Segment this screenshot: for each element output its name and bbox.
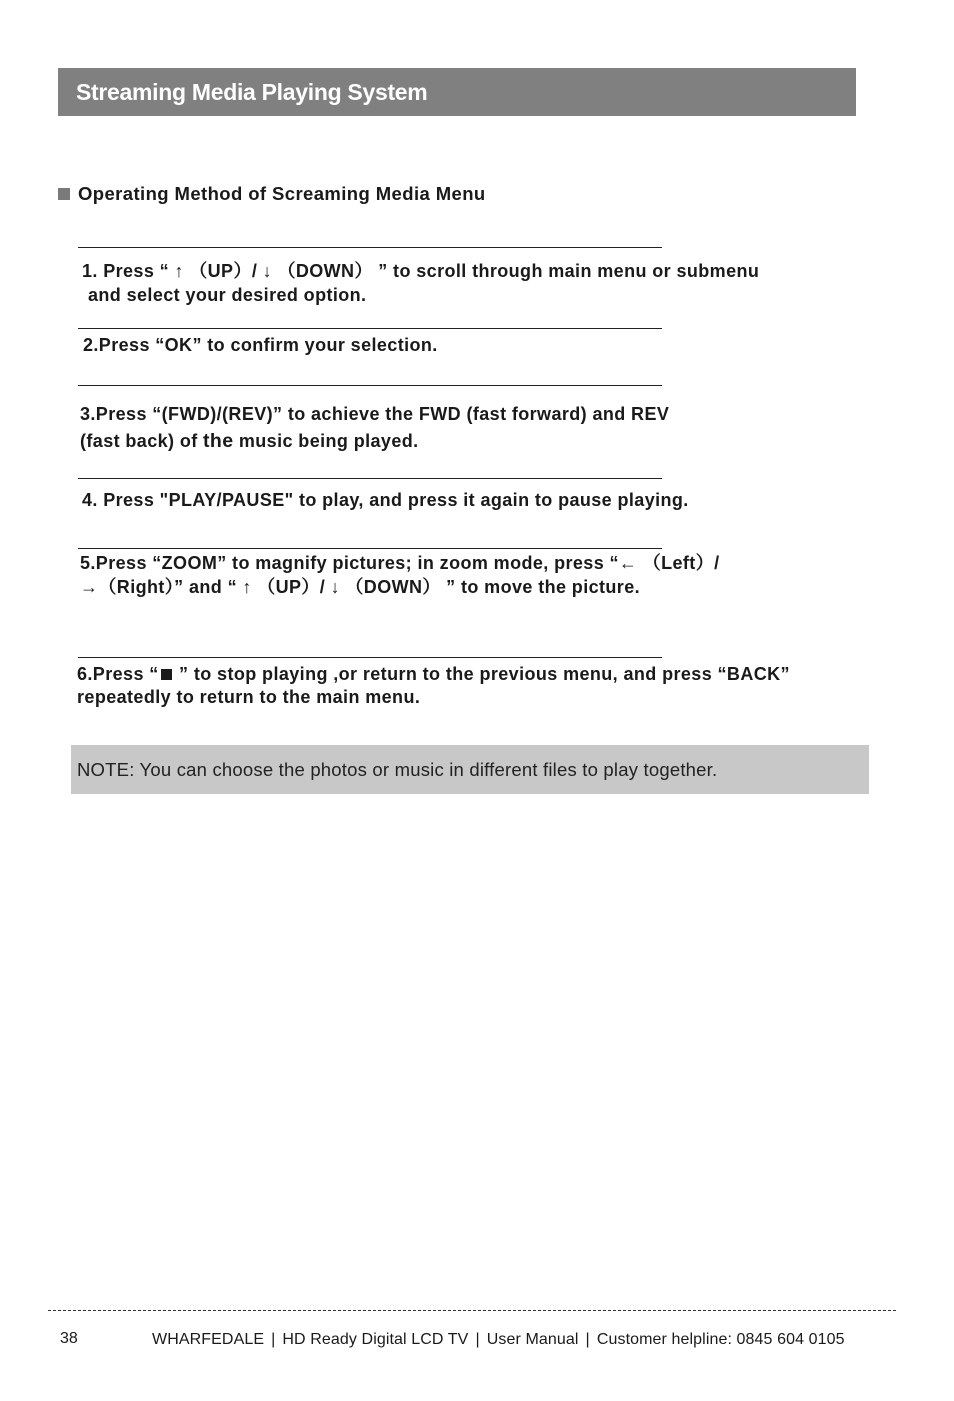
- divider: [78, 548, 662, 549]
- step-3-line-2-the: the: [203, 430, 234, 452]
- footer-info: [152, 1331, 845, 1349]
- divider: [78, 328, 662, 329]
- step-2: [83, 333, 438, 357]
- section-heading-text: Operating Method of Screaming Media Menu: [78, 183, 486, 204]
- step-4-line-1: 4. Press "PLAY/PAUSE" to play, and press it again to pause playing.: [82, 490, 689, 510]
- footer-divider: [48, 1310, 896, 1311]
- step-3-line-1: 3.Press “(FWD)/(REV)” to achieve the FWD (fast forward) and REV: [80, 404, 670, 424]
- footer-product: HD Ready Digital LCD TV: [282, 1331, 469, 1348]
- square-bullet-icon: [58, 188, 70, 200]
- page-number: 38: [60, 1330, 78, 1347]
- step-1-line-2: and select your desired option.: [88, 285, 367, 305]
- step-3-line-2-part-b: music being played.: [233, 431, 419, 451]
- step-1: [82, 259, 759, 307]
- step-5: [80, 551, 720, 599]
- note-box: [71, 745, 869, 794]
- step-5-line-2: →（Right）” and “ ↑ （UP）/ ↓ （DOWN） ” to move the picture.: [80, 577, 641, 597]
- note-text: NOTE: You can choose the photos or music in different files to play together.: [77, 758, 718, 780]
- step-6-line-1-part-a: 6.Press “: [77, 664, 159, 684]
- step-1-line-1: 1. Press “ ↑ （UP）/ ↓ （DOWN） ” to scroll through main menu or submenu: [82, 261, 760, 281]
- step-3-line-2-part-a: (fast back) of: [80, 431, 204, 451]
- divider: [78, 385, 662, 386]
- step-6-line-2: repeatedly to return to the main menu.: [77, 687, 421, 707]
- footer-separator: |: [271, 1331, 276, 1348]
- step-4: [82, 488, 689, 512]
- page-title: Streaming Media Playing System: [76, 78, 428, 105]
- divider: [78, 657, 662, 658]
- footer-helpline: Customer helpline: 0845 604 0105: [596, 1331, 845, 1348]
- step-6-line-1-part-b: ” to stop playing ,or return to the previous menu, and press “BACK”: [173, 664, 790, 684]
- footer-doc: User Manual: [486, 1331, 579, 1348]
- step-6: [77, 663, 790, 709]
- section-heading: [58, 183, 486, 205]
- step-5-line-1: 5.Press “ZOOM” to magnify pictures; in zoom mode, press “← （Left）/: [80, 553, 720, 573]
- footer-brand: WHARFEDALE: [152, 1331, 265, 1348]
- footer-separator: |: [475, 1331, 480, 1348]
- footer-separator: |: [585, 1331, 590, 1348]
- step-2-line-1: 2.Press “OK” to confirm your selection.: [83, 335, 438, 355]
- stop-icon: [161, 669, 172, 680]
- divider: [78, 247, 662, 248]
- step-3: [80, 401, 669, 455]
- step-3-line-2: [80, 428, 669, 455]
- page-header-bar: [58, 68, 856, 116]
- step-6-line-1: [77, 663, 790, 686]
- divider: [78, 478, 662, 479]
